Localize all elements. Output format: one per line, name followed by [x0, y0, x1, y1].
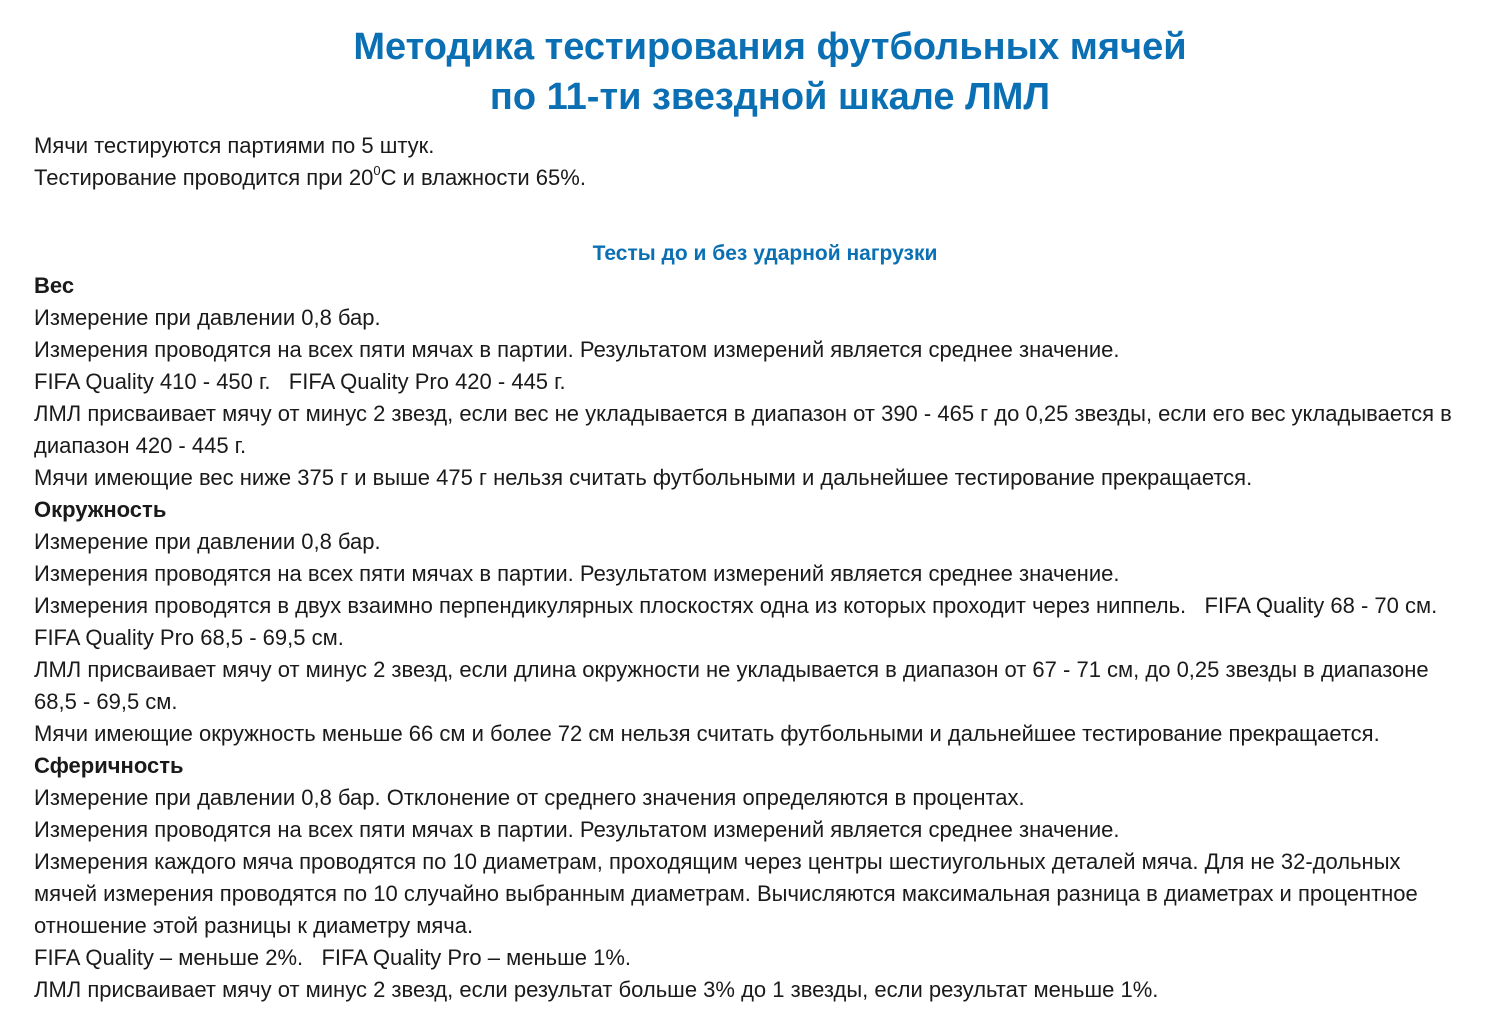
paragraph: Измерение при давлении 0,8 бар.	[34, 529, 381, 554]
section-circumference	[34, 494, 1466, 750]
paragraph: Измерение при давлении 0,8 бар.	[34, 305, 381, 330]
paragraph: Измерения проводятся на всех пяти мячах в партии. Результатом измерений является среднее значение.	[34, 561, 1120, 586]
section-weight	[34, 270, 1466, 494]
section-heading: Сферичность	[34, 753, 184, 778]
page-title-line-1: Методика тестирования футбольных мячей	[353, 26, 1187, 68]
paragraph: Измерения проводятся в двух взаимно перпендикулярных плоскостях одна из которых проходит через ниппель. FIFA Quality 68 - 70 см. FIFA Quality Pro 68,5 - 69,5 см.	[34, 593, 1456, 650]
paragraph: FIFA Quality 410 - 450 г. FIFA Quality Pro 420 - 445 г.	[34, 369, 566, 394]
intro-line-2-text: Тестирование проводится при 20	[34, 165, 374, 190]
paragraph: ЛМЛ присваивает мячу от минус 2 звезд, если результат больше 3% до 1 звезды, если результат меньше 1%.	[34, 977, 1159, 1002]
paragraph: ЛМЛ присваивает мячу от минус 2 звезд, если длина окружности не укладывается в диапазон от 67 - 71 см, до 0,25 звезды в диапазоне 68,5 - 69,5 см.	[34, 657, 1429, 714]
paragraph: ЛМЛ присваивает мячу от минус 2 звезд, если вес не укладывается в диапазон от 390 - 465 г до 0,25 звезды, если его вес укладывается в диапазон 420 - 445 г.	[34, 401, 1452, 458]
intro-line-1: Мячи тестируются партиями по 5 штук.	[34, 133, 435, 158]
page-title-line-2: по 11-ти звездной шкале ЛМЛ	[489, 76, 1051, 118]
paragraph: Измерения проводятся на всех пяти мячах в партии. Результатом измерений является среднее значение.	[34, 817, 1120, 842]
section-heading: Вес	[34, 273, 75, 298]
intro-line-2	[34, 162, 1466, 194]
paragraph: Мячи имеющие вес ниже 375 г и выше 475 г нельзя считать футбольными и дальнейшее тестирование прекращается.	[34, 465, 1253, 490]
paragraph: Измерения проводятся на всех пяти мячах в партии. Результатом измерений является среднее значение.	[34, 337, 1120, 362]
degree-superscript: 0	[373, 163, 381, 178]
paragraph: Измерение при давлении 0,8 бар. Отклонение от среднего значения определяются в процентах.	[34, 785, 1025, 810]
intro-block	[34, 130, 1466, 194]
intro-line-2-suffix: С и влажности 65%.	[380, 165, 586, 190]
paragraph: FIFA Quality – меньше 2%. FIFA Quality Pro – меньше 1%.	[34, 945, 631, 970]
section-heading: Окружность	[34, 497, 167, 522]
section-subtitle: Тесты до и без ударной нагрузки	[592, 242, 938, 265]
page-title	[34, 0, 1466, 122]
paragraph: Измерения каждого мяча проводятся по 10 диаметрам, проходящим через центры шестиугольных деталей мяча. Для не 32-дольных мячей измерения проводятся по 10 случайно выбранным диаметрам. Вычисляются максимальная разница в диаметрах и процентное отношение этой разницы к диаметру мяча.	[34, 849, 1418, 938]
paragraph: Мячи имеющие окружность меньше 66 см и более 72 см нельзя считать футбольными и дальнейшее тестирование прекращается.	[34, 721, 1380, 746]
section-sphericity	[34, 750, 1466, 1006]
